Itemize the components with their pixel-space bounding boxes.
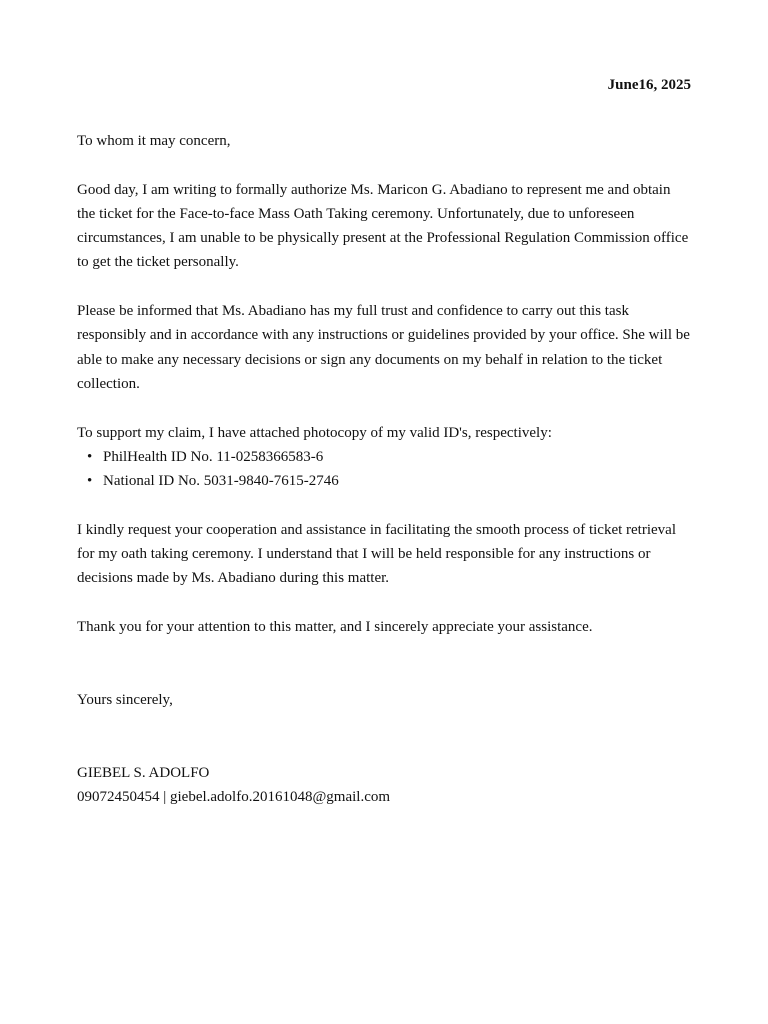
paragraph-request: I kindly request your cooperation and assistance in facilitating the smooth process of ticket retrieval for my oath taking ceremony. I understand that I will be held responsible for any instructions or decisions made by Ms. Abadiano during this matter. (77, 521, 676, 587)
id-list (77, 445, 692, 494)
paragraph-trust: Please be informed that Ms. Abadiano has my full trust and confidence to carry out this task responsibly and in accordance with any instructions or guidelines provided by your office. She will be able to make any necessary decisions or sign any documents on my behalf in relation to the ticket collection. (77, 303, 690, 392)
letter-body (77, 129, 692, 809)
paragraph-authorization: Good day, I am writing to formally authorize Ms. Maricon G. Abadiano to represent me and obtain the ticket for the Face-to-face Mass Oath Taking ceremony. Unfortunately, due to unforeseen circumstances, I am unable to be physically present at the Professional Regulation Commission office to get the ticket personally. (77, 181, 689, 271)
paragraph-attachments: To support my claim, I have attached photocopy of my valid ID's, respectively: (77, 424, 552, 441)
closing: Yours sincerely, (77, 691, 173, 708)
id-list-item (77, 445, 692, 469)
signer-name: GIEBEL S. ADOLFO (77, 764, 210, 781)
signer-contact: 09072450454 | giebel.adolfo.20161048@gmail.com (77, 789, 391, 806)
paragraph-thanks: Thank you for your attention to this matter, and I sincerely appreciate your assistance. (77, 618, 593, 635)
signature-block (77, 761, 692, 810)
bullet-icon: • (87, 448, 93, 465)
id-list-item (77, 469, 692, 493)
salutation: To whom it may concern, (77, 133, 231, 149)
id-philhealth: PhilHealth ID No. 11-0258366583-6 (103, 448, 324, 465)
id-national: National ID No. 5031-9840-7615-2746 (103, 473, 339, 490)
letter-date: June16, 2025 (607, 77, 691, 93)
bullet-icon: • (87, 473, 93, 490)
